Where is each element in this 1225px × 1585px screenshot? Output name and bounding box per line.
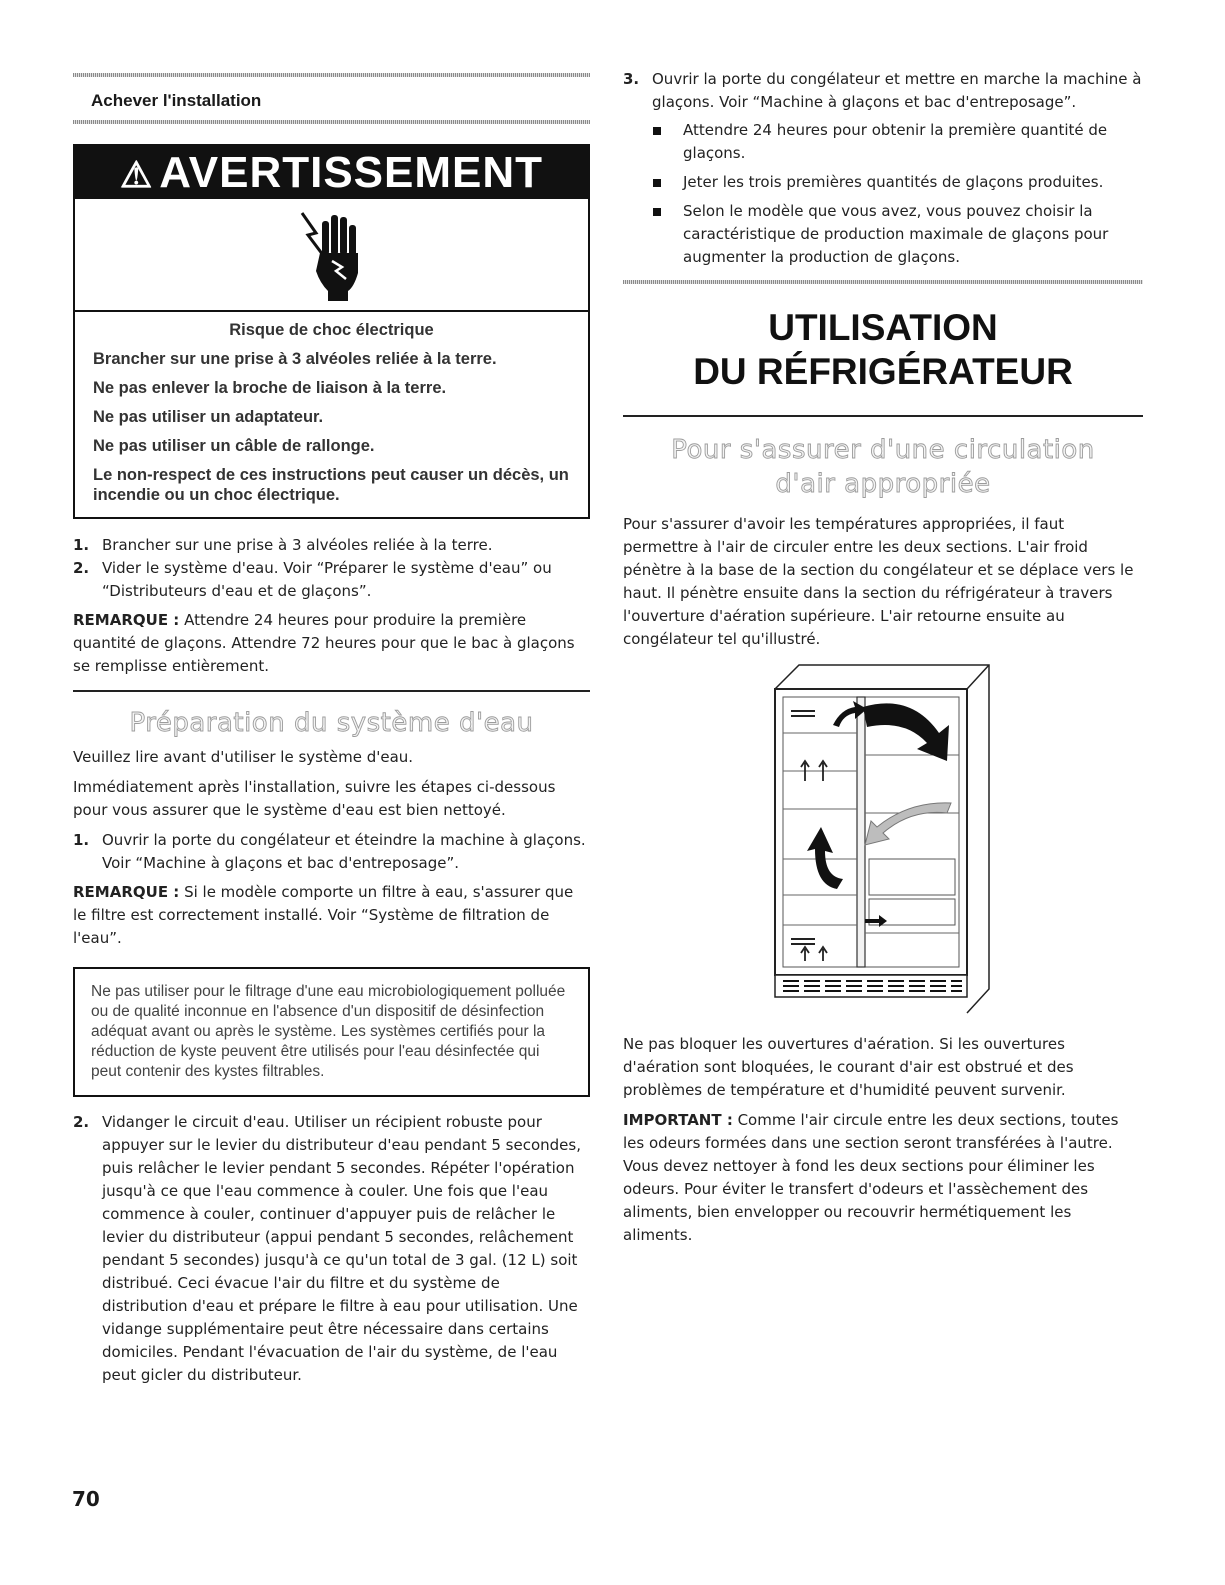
shock-icon-area	[75, 199, 588, 312]
warning-risk: Risque de choc électrique	[229, 321, 434, 339]
chapter-title-line2: DU RÉFRIGÉRATEUR	[693, 351, 1073, 392]
bullet-text: Selon le modèle que vous avez, vous pouvez choisir la caractéristique de production maximale de glaçons pour augmenter la production de glaçons.	[683, 202, 1109, 266]
step-text: Vidanger le circuit d'eau. Utiliser un récipient robuste pour appuyer sur le levier du distributeur d'eau pendant 5 secondes, puis relâcher le levier pendant 5 secondes. Répéter l'opération jusqu'à ce que l'eau commence à couler. Une fois que l'eau commence à couler, continuer d'appuyer puis de relâcher le levier du distributeur (appui pendant 5 secondes, relâchement pendant 5 secondes) jusqu'à ce qu'un total de 3 gal. (12 L) soit distribué. Ceci évacue l'air du filtre et du système de distribution d'eau et prépare le filtre à eau pour utilisation. Une vidange supplémentaire peut être nécessaire dans certains domiciles. Pendant l'évacuation de l'air du système, de l'eau peut gicler du distributeur.	[102, 1113, 581, 1384]
step-number: 2.	[73, 1113, 90, 1131]
paragraph: Veuillez lire avant d'utiliser le système d'eau.	[73, 748, 414, 766]
step-text: Brancher sur une prise à 3 alvéoles reliée à la terre.	[102, 536, 493, 554]
remarque-text: Attendre 24 heures pour produire la première quantité de glaçons. Attendre 72 heures pour que le bac à glaçons se remplisse entièrement.	[73, 611, 575, 675]
left-column	[73, 0, 590, 1387]
step-number: 1.	[73, 536, 90, 554]
remarque-note	[73, 609, 590, 678]
step-number: 3.	[623, 70, 640, 88]
bullet-item	[650, 119, 1143, 165]
bullet-icon	[650, 171, 683, 194]
warning-triangle-icon: ⚠	[119, 154, 154, 195]
electric-shock-hand-icon	[292, 207, 372, 303]
bullet-icon	[650, 200, 683, 269]
page-number: 70	[72, 1487, 100, 1511]
install-step	[73, 534, 590, 557]
remarque-text: Si le modèle comporte un filtre à eau, s'assurer que le filtre est correctement installé. Voir “Système de filtration de l'eau”.	[73, 883, 574, 947]
bullet-text: Attendre 24 heures pour obtenir la première quantité de glaçons.	[683, 121, 1108, 162]
warning-line: Ne pas enlever la broche de liaison à la terre.	[93, 379, 447, 397]
paragraph: Ne pas bloquer les ouvertures d'aération. Si les ouvertures d'aération sont bloquées, le courant d'air est obstrué et des problèmes de température et d'humidité peuvent survenir.	[623, 1035, 1074, 1099]
bullet-icon	[650, 119, 683, 165]
step-number: 1.	[73, 831, 90, 849]
important-label: IMPORTANT :	[623, 1111, 733, 1129]
section-heading-air: Pour s'assurer d'une circulation d'air appropriée	[671, 435, 1095, 499]
refrigerator-airflow-diagram	[771, 663, 993, 1015]
step-text: Ouvrir la porte du congélateur et éteindre la machine à glaçons. Voir “Machine à glaçons et bac d'entreposage”.	[102, 831, 586, 872]
filter-notice-box: Ne pas utiliser pour le filtrage d'une eau microbiologiquement polluée ou de qualité inconnue en l'absence d'un dispositif de désinfection adéquat avant ou après le système. Les systèmes certifiés pour la réduction de kyste peuvent être utilisés pour l'eau désinfectée qui peut contenir des kystes filtrables.	[73, 967, 590, 1097]
diagram-wrap	[623, 663, 1143, 1019]
remarque-note	[73, 881, 590, 950]
step-text: Ouvrir la porte du congélateur et mettre en marche la machine à glaçons. Voir “Machine à glaçons et bac d'entreposage”.	[652, 70, 1142, 111]
important-text: Comme l'air circule entre les deux sections, toutes les odeurs formées dans une section seront transférées à l'autre. Vous devez nettoyer à fond les deux sections pour éliminer les odeurs. Pour éviter le transfert d'odeurs et l'assèchement des aliments, bien envelopper ou recouvrir hermétiquement les aliments.	[623, 1111, 1119, 1244]
bullet-item	[650, 171, 1143, 194]
warning-body	[75, 312, 588, 517]
warning-box	[73, 144, 590, 519]
section-heading-water: Préparation du système d'eau	[129, 708, 534, 738]
warning-line: Ne pas utiliser un câble de rallonge.	[93, 437, 375, 455]
section-label: Achever l'installation	[91, 91, 262, 110]
warning-title: AVERTISSEMENT	[159, 148, 544, 197]
water-step	[73, 1111, 590, 1387]
bullet-item	[650, 200, 1143, 269]
ice-step	[623, 68, 1143, 114]
warning-line: Le non-respect de ces instructions peut causer un décès, un incendie ou un choc électrique.	[93, 466, 569, 504]
chapter-title-line1: UTILISATION	[768, 307, 998, 348]
warning-line: Brancher sur une prise à 3 alvéoles reliée à la terre.	[93, 350, 497, 368]
warning-header	[75, 146, 588, 199]
bullet-text: Jeter les trois premières quantités de glaçons produites.	[683, 173, 1104, 191]
bullet-list	[623, 119, 1143, 269]
warning-line: Ne pas utiliser un adaptateur.	[93, 408, 324, 426]
important-note	[623, 1109, 1143, 1247]
install-step	[73, 557, 590, 603]
step-text: Vider le système d'eau. Voir “Préparer le système d'eau” ou “Distributeurs d'eau et de glaçons”.	[102, 559, 552, 600]
remarque-label: REMARQUE :	[73, 611, 180, 629]
paragraph: Pour s'assurer d'avoir les températures appropriées, il faut permettre à l'air de circuler entre les deux sections. L'air froid pénètre à la base de la section du congélateur et se déplace vers le haut. Il pénètre ensuite dans la section du réfrigérateur à travers l'ouverture d'aération supérieure. L'air retourne ensuite au congélateur tel qu'illustré.	[623, 515, 1134, 648]
step-number: 2.	[73, 559, 90, 577]
remarque-label: REMARQUE :	[73, 883, 180, 901]
right-column	[623, 0, 1143, 1247]
water-step	[73, 829, 590, 875]
paragraph: Immédiatement après l'installation, suivre les étapes ci-dessous pour vous assurer que le système d'eau est bien nettoyé.	[73, 778, 556, 819]
